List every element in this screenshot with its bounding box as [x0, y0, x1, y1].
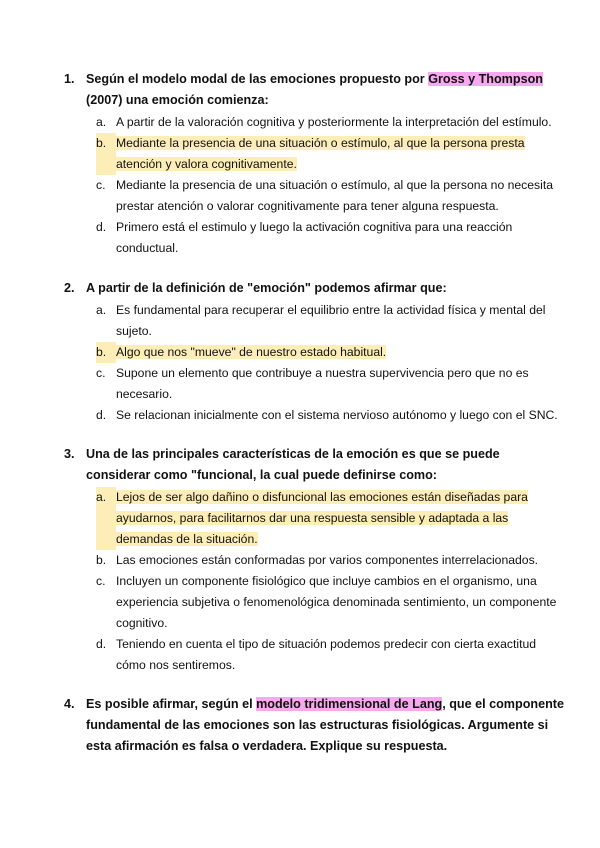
highlighted-answer: Lejos de ser algo dañino o disfuncional las emociones están diseñadas para ayudarnos, para facilitarnos dar una respuesta sensible y adaptada a las demandas de la situación.	[116, 490, 528, 546]
question-number: 1.	[64, 72, 75, 86]
options-list	[64, 487, 564, 676]
question-text: (2007) una emoción comienza:	[86, 93, 269, 107]
option-b: b. Las emociones están conformadas por varios componentes interrelacionados.	[96, 553, 539, 567]
question-text: , que el componente fundamental de las emociones son las estructuras fisiológicas. Argumente si esta afirmación es falsa o verdadera. Explique su respuesta.	[86, 697, 564, 753]
question-3-heading	[64, 444, 564, 486]
option-d: d. Primero está el estimulo y luego la activación cognitiva para una reacción conductual.	[96, 220, 513, 255]
question-4	[64, 694, 564, 757]
option-b: b. Algo que nos "mueve" de nuestro estado habitual.	[64, 342, 564, 363]
question-text: A partir de la definición de "emoción" podemos afirmar que:	[86, 281, 447, 295]
options-list	[64, 300, 564, 426]
question-number: 3.	[64, 447, 75, 461]
option-b: b. Mediante la presencia de una situación o estímulo, al que la persona presta atención y valora cognitivamente.	[64, 133, 564, 175]
option-d: d. Teniendo en cuenta el tipo de situación podemos predecir con cierta exactitud cómo nos sentiremos.	[96, 637, 537, 672]
question-number: 2.	[64, 281, 75, 295]
option-d: d. Se relacionan inicialmente con el sistema nervioso autónomo y luego con el SNC.	[96, 408, 558, 422]
highlighted-answer: Mediante la presencia de una situación o estímulo, al que la persona presta atención y valora cognitivamente.	[116, 136, 525, 171]
question-text: Es posible afirmar, según el	[86, 697, 257, 711]
question-3	[64, 444, 564, 676]
question-text: Una de las principales características de la emoción es que se puede considerar como "funcional, la cual puede definirse como:	[86, 447, 500, 482]
question-1-heading	[64, 69, 564, 111]
option-c: c. Incluyen un componente fisiológico que incluye cambios en el organismo, una experiencia subjetiva o fenomenológica denominada sentimiento, un componente cognitivo.	[96, 574, 557, 630]
options-list	[64, 112, 564, 259]
question-2-heading	[64, 278, 564, 299]
highlighted-term: modelo tridimensional de Lang	[256, 697, 443, 711]
highlighted-answer: Algo que nos "mueve" de nuestro estado habitual.	[116, 345, 387, 359]
option-a: a. Lejos de ser algo dañino o disfuncional las emociones están diseñadas para ayudarnos, para facilitarnos dar una respuesta sensible y adaptada a las demandas de la situación.	[64, 487, 564, 550]
question-text: Según el modelo modal de las emociones propuesto por	[86, 72, 429, 86]
question-number: 4.	[64, 697, 75, 711]
question-1	[64, 69, 564, 259]
option-a: a. Es fundamental para recuperar el equilibrio entre la actividad física y mental del sujeto.	[96, 303, 546, 338]
highlighted-term: Gross y Thompson	[428, 72, 543, 86]
question-2	[64, 278, 564, 426]
option-a: a. A partir de la valoración cognitiva y posteriormente la interpretación del estímulo.	[96, 115, 552, 129]
question-4-heading	[64, 694, 564, 757]
option-c: c. Mediante la presencia de una situación o estímulo, al que la persona no necesita prestar atención o valorar cognitivamente para tener alguna respuesta.	[96, 178, 554, 213]
option-c: c. Supone un elemento que contribuye a nuestra supervivencia pero que no es necesario.	[96, 366, 529, 401]
